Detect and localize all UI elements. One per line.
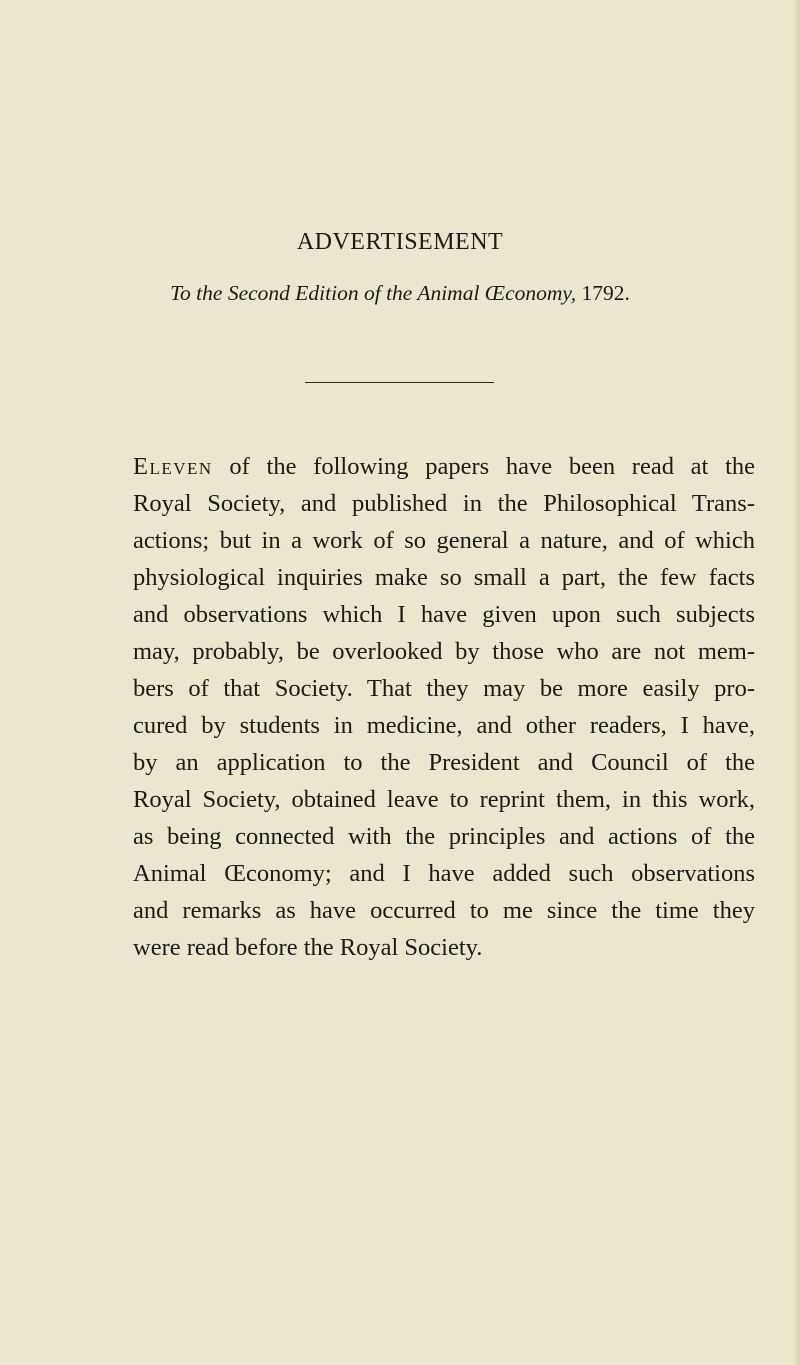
horizontal-rule — [305, 382, 494, 383]
paragraph-line: and observations which I have given upon such subjects — [133, 601, 755, 628]
paragraph-line — [133, 448, 755, 485]
paragraph-line: physiological inquiries make so small a part, the few facts — [133, 564, 755, 591]
page-edge — [794, 0, 800, 1365]
subtitle-italic: To the Second Edition of the Animal Œconomy, — [170, 281, 577, 305]
subtitle-year: 1792. — [581, 281, 630, 305]
page-heading: ADVERTISEMENT — [296, 229, 504, 255]
paragraph-line: Royal Society, and published in the Philosophical Trans- — [133, 490, 755, 517]
paragraph-line: Royal Society, obtained leave to reprint them, in this work, — [133, 786, 755, 813]
paragraph-line: and remarks as have occurred to me since the time they — [133, 897, 755, 924]
body-paragraph — [133, 448, 755, 966]
paragraph-line: actions; but in a work of so general a nature, and of which — [133, 527, 755, 554]
paragraph-line: cured by students in medicine, and other readers, I have, — [133, 712, 755, 739]
paragraph-line: were read before the Royal Society. — [133, 934, 483, 961]
paragraph-line: Animal Œconomy; and I have added such observations — [133, 860, 755, 887]
paragraph-line: may, probably, be overlooked by those who are not mem- — [133, 638, 755, 665]
drop-word: Eleven — [133, 453, 213, 480]
paragraph-line: by an application to the President and Council of the — [133, 749, 755, 776]
subtitle — [0, 281, 800, 306]
paragraph-line: as being connected with the principles and actions of the — [133, 823, 755, 850]
first-line-text: of the following papers have been read at the — [229, 453, 756, 480]
paragraph-line: bers of that Society. That they may be more easily pro- — [133, 675, 755, 702]
